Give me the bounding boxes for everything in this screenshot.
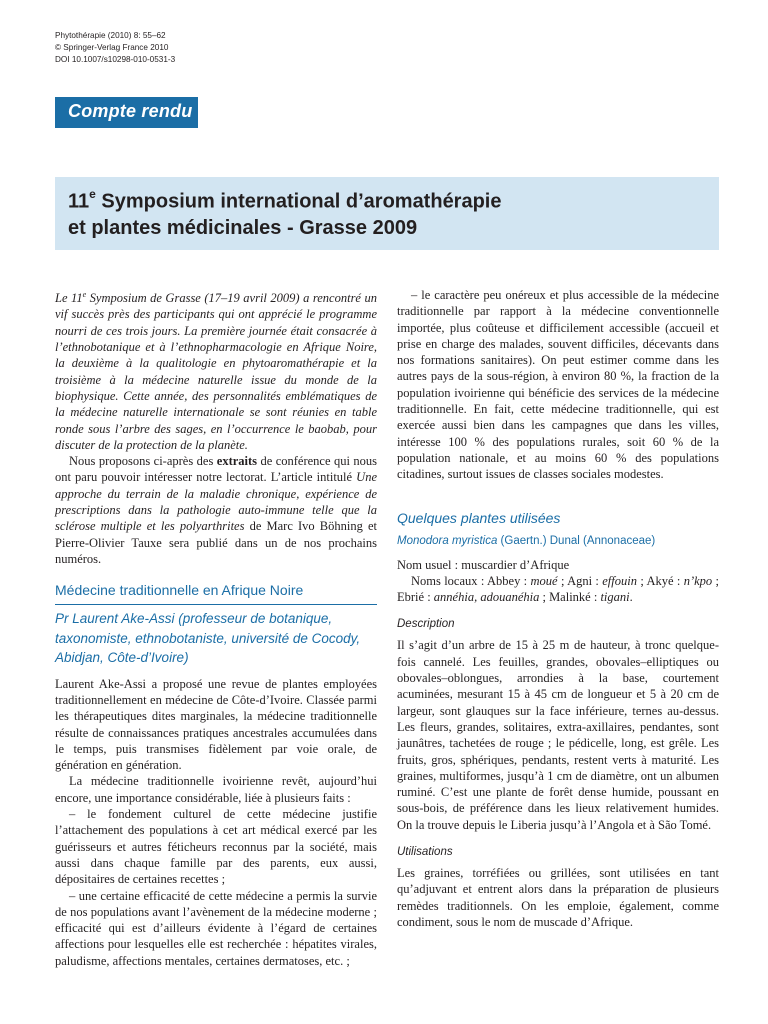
p2-text-e: de Marc Ivo Böhning et Pierre-Olivier Tauxe sera publié dans un de nos prochains numéros. [55, 519, 377, 566]
article-title [68, 183, 719, 241]
p2-text-c: de conférence qui nous ont paru pouvoir intéresser notre lectorat. L’article intitulé [55, 454, 377, 485]
journal-citation: Phytothérapie (2010) 8: 55–62 [55, 31, 166, 40]
section-author: Pr Laurent Ake-Assi (professeur de botanique, taxonomiste, ethnobotaniste, université de Cocody, Abidjan, Côte-d’Ivoire) [55, 611, 361, 666]
local-names-text: ; Akyé : [636, 573, 684, 588]
p2-text-a: Nous proposons ci-après des [69, 454, 217, 469]
local-name-agni: effouin [602, 573, 637, 588]
copyright-line: © Springer-Verlag France 2010 [55, 43, 169, 52]
p2-article-title: Une approche du terrain de la maladie chronique, expérience de prescriptions dans la pathologie auto-immune telle que la sclérose multiple et les polyarthrites [55, 470, 377, 534]
species-line [397, 533, 719, 549]
section-badge: Compte rendu [55, 97, 198, 128]
list-item-cost: – le caractère peu onéreux et plus accessible de la médecine traditionnelle par rapport à la médecine conventionnelle importée, plus coûteuse et difficilement accessible (accueil et prise en charge des malades, souvent difficiles, décevants dans nos formations sanitaires). On peut estimer comme dans les autres pays de la sous-région, à environ 80 %, la fraction de la population ivoirienne qui bénéficie des services de la médecine traditionnelle. En fait, cette médecine traditionnelle, qui est exercée aussi bien dans les campagnes que dans les villes, intéresse 100 % des populations rurales, soit 60 % de la population nationale, et au moins 60 % des populations citadines, surtout issues de classes sociales modestes. [397, 288, 719, 482]
doi-line: DOI 10.1007/s10298-010-0531-3 [55, 55, 176, 64]
description-heading: Description [397, 618, 455, 631]
local-names-text: . [629, 590, 633, 605]
local-name-akye: n’kpo [683, 573, 713, 588]
intro-superscript: e [82, 290, 87, 299]
intro-text-b: Symposium de Grasse (17–19 avril 2009) a rencontré un vif succès près des participants qui ont apprécié le programme nourri de ces trois jours. La première journée était consacrée à l’ethnobotanique et à l’ethnopharmacologie en Afrique Noire, la deuxième à la qualitologie en phytoaromathérapie et la troisième à la médecine naturelle issue du monde de la biophysique. Cette année, des personnalités emblématiques de la médecine naturelle internationale se sont réunies en table ronde sous l’arbre des sages, en l’occurrence le baobab, pour discuter de la protection de la planète. [55, 291, 377, 452]
local-names-text: ; Malinké : [539, 590, 601, 605]
uses-heading: Utilisations [397, 846, 453, 859]
local-names-text: ; Ebrié : [397, 573, 719, 605]
title-number: 11 [68, 190, 90, 213]
description-paragraph: Il s’agit d’un arbre de 15 à 25 m de hauteur, à tronc quelque-fois cannelé. Les feuilles, grandes, obovales–elliptiques ou obovales–oblongues, arrondies à la base, courtement acuminées, mesurant 15 à 45 cm de longueur et 5 à 20 cm de largeur, sont glauques sur la face inférieure, ternes au-dessus. Les fleurs, grandes, solitaires, extra-axillaires, pendantes, sont jaunâtres, tachetées de rouge ; le pédicelle, long, est grêle. Les fruits, gros, sphériques, pendants, restent verts à maturité. Les graines, multiformes, jusqu’à 1 cm de diamètre, ont un albumen ruminé. C’est une plante de forêt dense humide, poussant en sous-bois, de préférence dans les lieux relativement humides. On la trouve depuis le Liberia jusqu’à l’Angola et à São Tomé. [397, 638, 719, 832]
section-heading: Médecine traditionnelle en Afrique Noire [55, 581, 377, 605]
right-column [397, 287, 719, 930]
title-line1: Symposium international d’aromathérapie [95, 190, 502, 213]
local-name-abbey: moué [530, 573, 558, 588]
local-names-text: Noms locaux : Abbey : [411, 573, 531, 588]
left-column [55, 287, 377, 969]
local-name-malinke: tigani [600, 590, 630, 605]
p2-keyword: extraits [216, 454, 258, 469]
paragraph-importance: La médecine traditionnelle ivoirienne revêt, aujourd’hui encore, une importance considérable, liée à plusieurs faits : [55, 774, 377, 805]
title-line2: et plantes médicinales - Grasse 2009 [68, 216, 418, 239]
local-name-ebrie: annéhia, adouanéhia [433, 590, 540, 605]
paragraph-extracts [55, 453, 377, 567]
title-superscript: e [89, 187, 96, 201]
paragraph-review: Laurent Ake-Assi a proposé une revue de plantes employées traditionnellement en médecine de Côte-d’Ivoire. Classée parmi les thérapeutiques dites marginales, la médecine traditionnelle résulte de connaissances pratiques ancestrales accumulées dans le temps, puis transmises fidèlement par voie orale, de génération en génération. [55, 676, 377, 773]
title-box [55, 177, 719, 250]
uses-paragraph: Les graines, torréfiées ou grillées, sont utilisées en tant qu’adjuvant et entrent alors dans la préparation de plusieurs remèdes traditionnels. On les emploie, également, comme condiment, sous le nom de muscade d’Afrique. [397, 866, 719, 929]
common-name: Nom usuel : muscardier d’Afrique [397, 557, 570, 572]
species-authority: (Gaertn.) Dunal (Annonaceae) [497, 534, 656, 547]
local-names [397, 573, 719, 606]
intro-paragraph [55, 287, 377, 453]
journal-meta [55, 30, 175, 66]
list-item-efficacy: – une certaine efficacité de cette médecine a permis la survie de nos populations avant l’avènement de la médecine moderne ; efficacité qui est d’ailleurs évidente à l’égard de certaines affections pour lesquelles elle est recherchée : hépatites virales, paludisme, affections mentales, certaines dermatoses, etc. ; [55, 888, 377, 968]
intro-text-a: Le 11 [55, 291, 83, 306]
local-names-text: ; Agni : [557, 573, 603, 588]
subsection-heading: Quelques plantes utilisées [397, 509, 561, 526]
species-name: Monodora myristica [397, 534, 498, 547]
list-item-culture: – le fondement culturel de cette médecine justifie l’attachement des populations à cet art médical exercé par les guérisseurs et autres féticheurs reconnus par la société, mais aussi dans chaque famille par des parents, eux aussi, dépositaires de certaines recettes ; [55, 807, 377, 887]
